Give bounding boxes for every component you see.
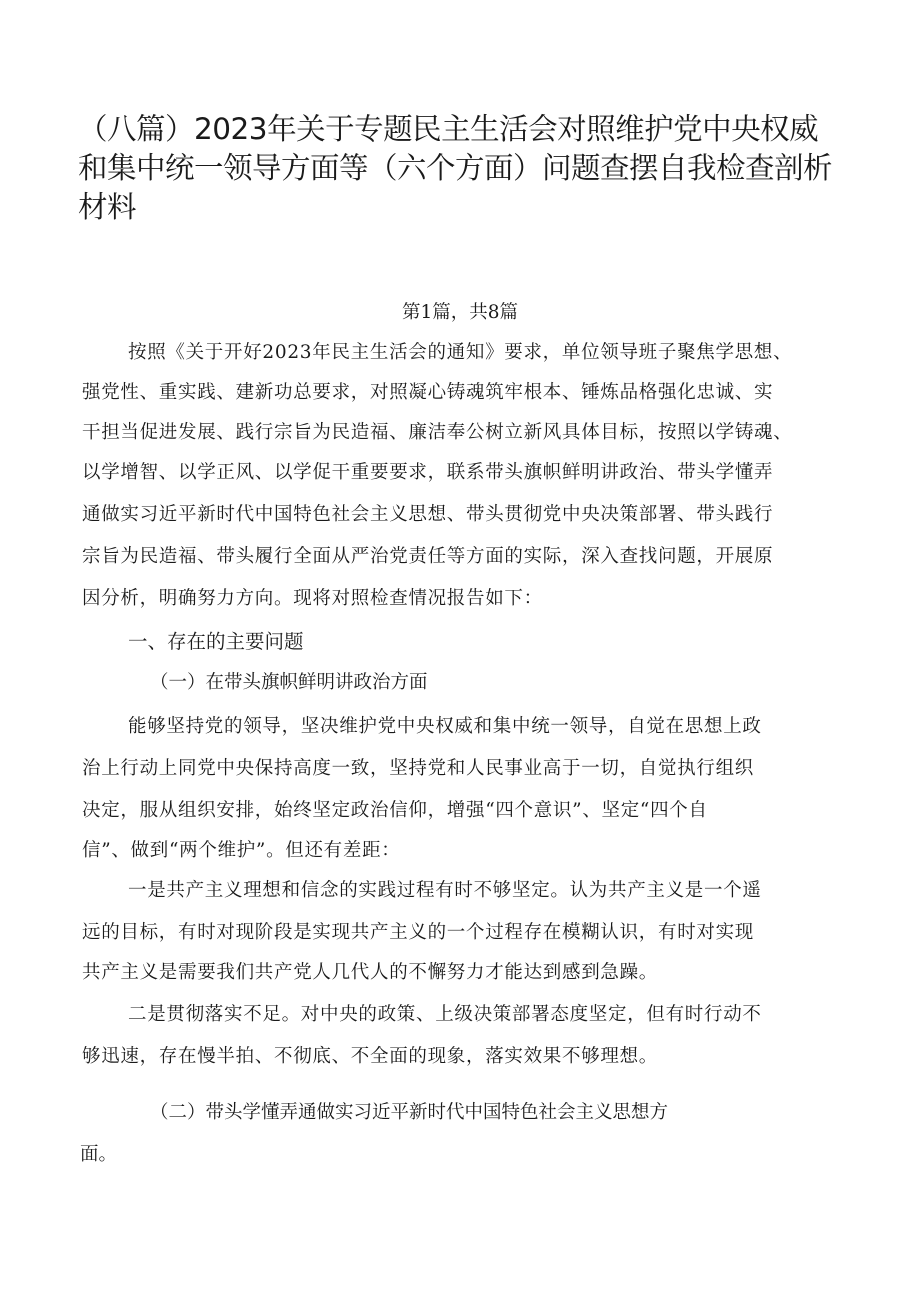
paragraph-line: 通做实习近平新时代中国特色社会主义思想、带头贯彻党中央决策部署、带头践行 <box>82 504 774 525</box>
paragraph-line: 远的目标，有时对现阶段是实现共产主义的一个过程存在模糊认识，有时对实现 <box>82 922 755 943</box>
paragraph-line: 宗旨为民造福、带头履行全面从严治党责任等方面的实际，深入查找问题，开展原 <box>82 546 774 567</box>
paragraph-line: 信”、做到“两个维护”。但还有差距： <box>82 840 401 861</box>
heading-line: 面。 <box>80 1144 118 1165</box>
paragraph-line: 够迅速，存在慢半拍、不彻底、不全面的现象，落实效果不够理想。 <box>82 1046 659 1067</box>
paragraph-line: 以学增智、以学正风、以学促干重要要求，联系带头旗帜鲜明讲政治、带头学懂弄 <box>82 462 774 483</box>
paragraph-line: 决定，服从组织安排，始终坚定政治信仰，增强“四个意识”、坚定“四个自 <box>82 800 708 821</box>
paragraph-line: 干担当促进发展、践行宗旨为民造福、廉洁奉公树立新风具体目标，按照以学铸魂、 <box>82 422 793 443</box>
paragraph-line: 二是贯彻落实不足。对中央的政策、上级决策部署态度坚定，但有时行动不 <box>128 1004 762 1025</box>
section-heading: 一、存在的主要问题 <box>128 630 304 653</box>
subsection-heading: （一）在带头旗帜鲜明讲政治方面 <box>150 672 428 693</box>
paragraph-line: 治上行动上同党中央保持高度一致，坚持党和人民事业高于一切，自觉执行组织 <box>82 758 755 779</box>
paragraph-line: 能够坚持党的领导，坚决维护党中央权威和集中统一领导，自觉在思想上政 <box>128 716 762 737</box>
paragraph-line: 强党性、重实践、建新功总要求，对照凝心铸魂筑牢根本、锤炼品格强化忠诚、实 <box>82 382 774 403</box>
title-line: 材料 <box>78 190 137 224</box>
paragraph-line: 共产主义是需要我们共产党人几代人的不懈努力才能达到感到急躁。 <box>82 962 659 983</box>
document-subtitle: 第1篇，共8篇 <box>401 302 519 323</box>
heading-line: （二）带头学懂弄通做实习近平新时代中国特色社会主义思想方 <box>150 1102 669 1123</box>
paragraph-line: 按照《关于开好2023年民主生活会的通知》要求，单位领导班子聚焦学思想、 <box>128 342 793 363</box>
paragraph-line: 因分析，明确努力方向。现将对照检查情况报告如下： <box>82 588 543 609</box>
paragraph-line: 一是共产主义理想和信念的实践过程有时不够坚定。认为共产主义是一个遥 <box>128 880 762 901</box>
document-title <box>78 110 868 227</box>
title-line: （八篇）2023年关于专题民主生活会对照维护党中央权威 <box>78 112 819 146</box>
title-line: 和集中统一领导方面等（六个方面）问题查摆自我检查剖析 <box>78 151 833 185</box>
